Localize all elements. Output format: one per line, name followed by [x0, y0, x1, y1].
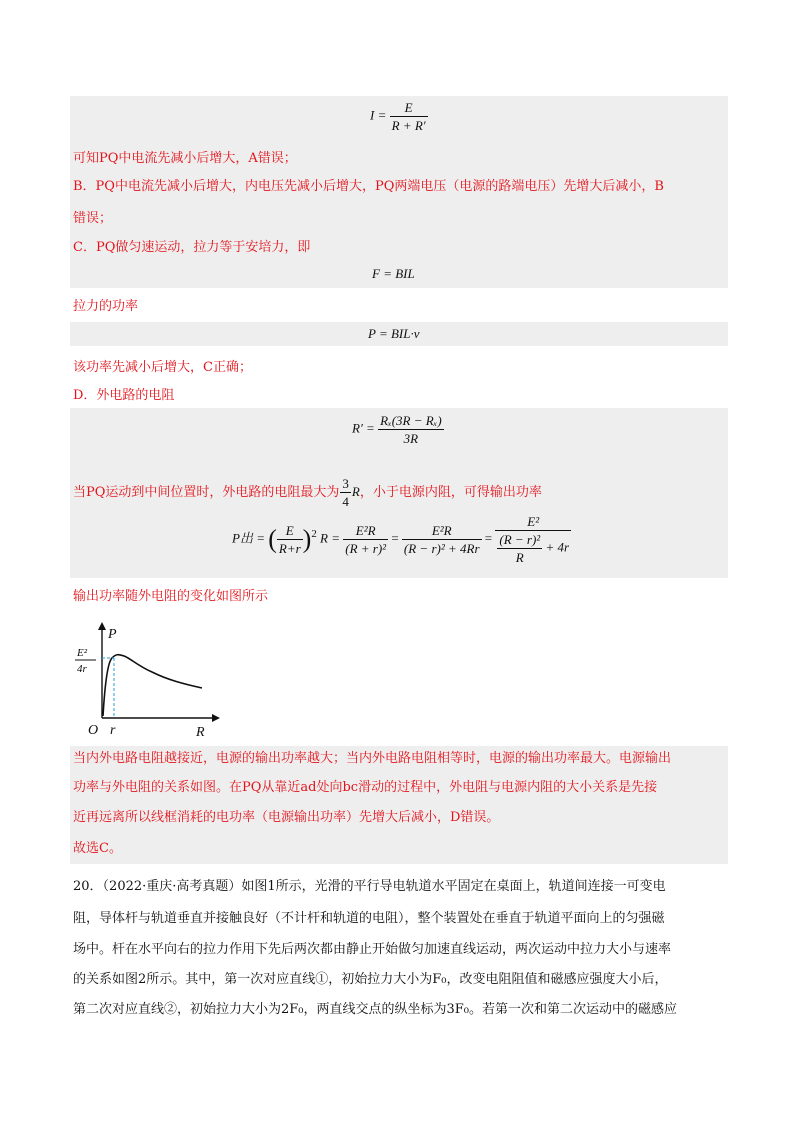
equation-output-part3-num: E²R — [402, 523, 482, 540]
power-curve — [103, 655, 202, 716]
equation-output-part2 — [343, 523, 388, 556]
equation-output-part3 — [402, 523, 482, 556]
max-resistance-variable: R — [351, 484, 360, 499]
max-resistance-numerator: 3 — [342, 476, 349, 491]
text-line-11: 功率与外电阻的关系如图。在PQ从靠近ad处向bc滑动的过程中，外电阻与电源内阻的大小关系是先接 — [73, 780, 658, 795]
equation-resistance-fraction — [378, 413, 444, 446]
equation-output-part4-inner-num: (R − r)² — [499, 532, 541, 547]
max-resistance-fraction — [340, 476, 351, 509]
equation-output-part3-den: (R − r)² + 4Rr — [403, 541, 480, 556]
text-line-10: 当内外电路电阻越接近，电源的输出功率越大；当内外电路电阻相等时，电源的输出功率最大。电源输出 — [73, 751, 672, 766]
text-line-5: 拉力的功率 — [73, 299, 139, 314]
equation-current-denominator: R + R′ — [391, 118, 426, 133]
problem-20-line-1: 20．（2022·重庆·高考真题）如图1所示，光滑的平行导电轨道水平固定在桌面上，轨道间连接一可变电 — [73, 879, 666, 894]
peak-denominator: 4r — [77, 663, 87, 675]
text-line-9: 输出功率随外电阻的变化如图所示 — [73, 589, 269, 604]
peak-x-label: r — [110, 723, 116, 738]
text-line-8-start: 当PQ运动到中间位置时，外电路的电阻最大为 — [73, 485, 340, 500]
equation-output-part1 — [277, 523, 303, 556]
text-line-8 — [73, 476, 542, 509]
equation-output-part4-inner — [497, 532, 542, 565]
problem-20-line-5: 第二次对应直线②，初始拉力大小为2F₀，两直线交点的纵坐标为3F₀。若第一次和第二次运动中的磁感应 — [73, 1002, 678, 1017]
equation-force: F = BIL — [372, 266, 415, 281]
axis-label-r: R — [196, 725, 205, 738]
text-line-6: 该功率先减小后增大，C正确； — [73, 360, 252, 375]
equation-output-part1-tail: R = — [320, 530, 340, 546]
text-line-13: 故选C。 — [73, 841, 122, 856]
equation-current-lhs: I = — [370, 107, 387, 123]
text-line-3: 错误； — [73, 211, 113, 226]
peak-numerator: E² — [77, 647, 88, 659]
equation-current — [370, 100, 428, 133]
text-line-8-end: ，小于电源内阻，可得输出功率 — [359, 485, 542, 500]
equation-current-numerator: E — [390, 100, 428, 117]
equation-output-part4-tail: + 4r — [545, 539, 570, 555]
problem-20-line-2: 阻，导体杆与轨道垂直并接触良好（不计杆和轨道的电阻），整个装置处在垂直于轨道平面向上的匀强磁 — [73, 911, 665, 926]
origin-label: O — [88, 723, 99, 738]
equation-resistance-denominator: 3R — [403, 431, 419, 446]
equation-output-part4 — [495, 514, 571, 565]
text-line-1: 可知PQ中电流先减小后增大，A错误； — [73, 151, 297, 166]
problem-20-line-4: 的关系如图2所示。其中，第一次对应直线①，初始拉力大小为F₀，改变电阻阻值和磁感应强度大小后， — [73, 972, 668, 987]
equation-resistance — [352, 413, 444, 446]
equation-output-part4-num: E² — [495, 514, 571, 531]
equation-output-lhs: P出 = — [232, 530, 265, 546]
max-resistance-denominator: 4 — [342, 494, 349, 509]
equation-output-part4-den — [495, 531, 571, 565]
equation-resistance-numerator: Rₓ(3R − Rₓ) — [380, 413, 442, 428]
equation-output-power: P出 = ( $\frac{E}{R+r}$ )$^2$ R = $\frac{\text{E²R}}{\text{(R + r)²}}$ = $\frac{\text{E²R}}{\text{(R − r)² + 4Rr}}$ = E² $\frac{\text{(R − r)²}}{R}$ + 4r — [232, 514, 570, 565]
text-line-4: C．PQ做匀速运动，拉力等于安培力，即 — [73, 240, 311, 255]
text-line-2: B．PQ中电流先减小后增大，内电压先减小后增大，PQ两端电压（电源的路端电压）先增大后减小，B — [73, 179, 664, 194]
equation-power: P = BIL·v — [368, 326, 420, 341]
equation-output-part4-inner-den: R — [515, 550, 524, 565]
axis-label-p: P — [108, 627, 117, 642]
equation-output-part1-num: E — [277, 523, 303, 540]
equation-resistance-lhs: R′ = — [352, 420, 375, 436]
equation-output-part2-num: E²R — [343, 523, 388, 540]
equation-current-fraction — [390, 100, 428, 133]
equation-output-part1-den: R+r — [278, 541, 301, 556]
equation-output-part2-den: (R + r)² — [345, 541, 387, 556]
problem-20-line-3: 场中。杆在水平向右的拉力作用下先后两次都由静止开始做匀加速直线运动，两次运动中拉力大小与速率 — [73, 942, 672, 957]
text-line-12: 近再远离所以线框消耗的电功率（电源输出功率）先增大后减小，D错误。 — [73, 810, 500, 825]
text-line-7: D．外电路的电阻 — [73, 388, 175, 403]
power-resistance-graph — [72, 620, 232, 738]
